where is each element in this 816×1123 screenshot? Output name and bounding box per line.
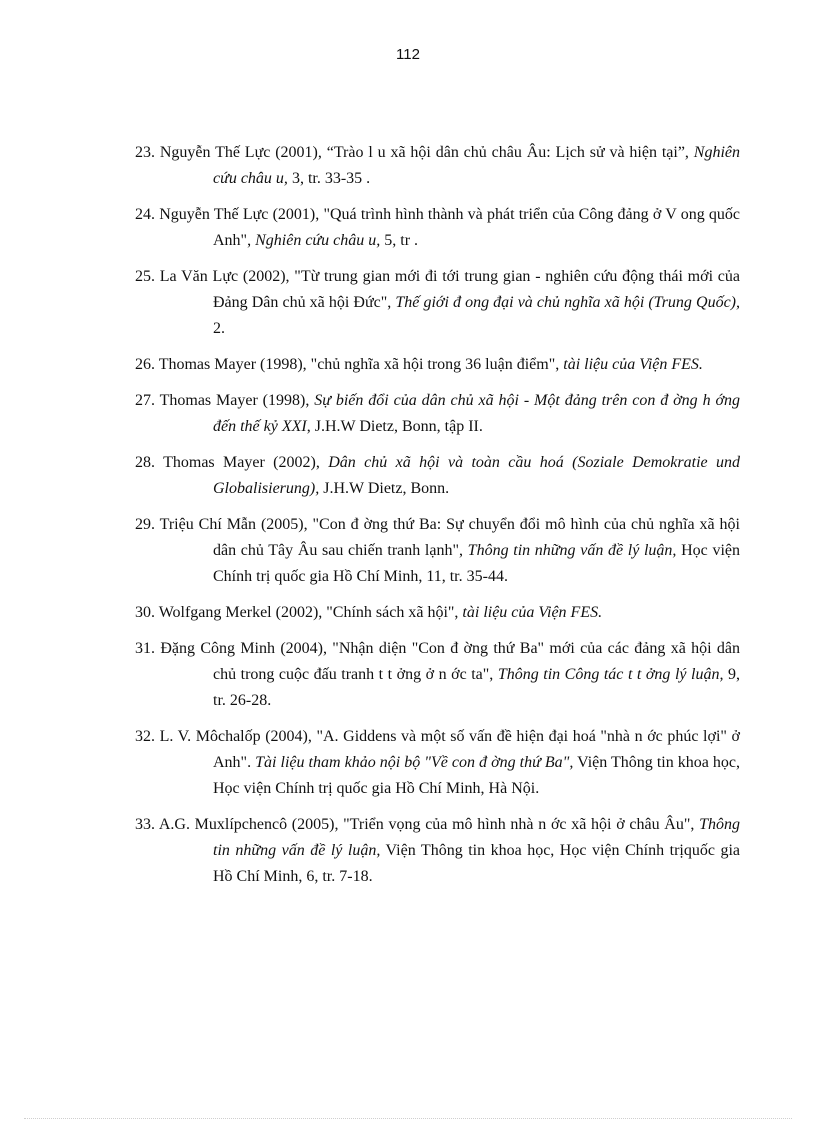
reference-source-title: Thông tin Công tác t t ởng lý luận, — [497, 666, 724, 683]
reference-item — [135, 636, 740, 714]
reference-source-title: Dân chủ xã hội và toàn cầu hoá (Soziale Demokratie und Globalisierung), — [213, 454, 740, 497]
reference-source-title: Thế giới đ ong đại và chủ nghĩa xã hội (Trung Quốc), — [395, 294, 741, 311]
reference-source-title: Thông tin những vấn đề lý luận, — [213, 816, 740, 859]
reference-item — [135, 140, 740, 192]
reference-authors-info: 33. A.G. Muxlípchencô (2005), "Triển vọng của mô hình nhà n ớc xã hội ở châu Âu", — [135, 816, 700, 833]
reference-item — [135, 512, 740, 590]
reference-source-title: Tài liệu tham khảo nội bộ "Về con đ ờng thứ Ba", — [255, 754, 574, 771]
reference-details: Viện Thông tin khoa học, Học viện Chính trị quốc gia Hồ Chí Minh, Hà Nội. — [213, 754, 741, 797]
reference-source-title: tài liệu của Viện FES. — [563, 356, 703, 373]
reference-details: 2. — [213, 320, 225, 337]
reference-details: 3, tr. 33-35 . — [287, 170, 371, 187]
reference-details: 9, tr. 26-28. — [213, 666, 740, 709]
reference-details: 5, tr . — [380, 232, 419, 249]
reference-details: J.H.W Dietz, Bonn. — [319, 480, 450, 497]
reference-details: Viện Thông tin khoa học, Học viện Chính trịquốc gia Hồ Chí Minh, 6, tr. 7-18. — [213, 842, 741, 885]
reference-authors-info: 27. Thomas Mayer (1998), — [135, 392, 315, 409]
reference-authors-info: 23. Nguyễn Thế Lực (2001), “Trào l u xã hội dân chủ châu Âu: Lịch sử và hiện tại”, — [135, 144, 694, 161]
reference-authors-info: 25. La Văn Lực (2002), "Từ trung gian mới đi tới trung gian - nghiên cứu động thái mới của Đảng Dân chủ xã hội Đức", — [135, 268, 740, 311]
reference-item — [135, 202, 740, 254]
reference-item — [135, 264, 740, 342]
reference-item — [135, 388, 740, 440]
reference-item — [135, 600, 740, 626]
page-number: 112 — [396, 46, 420, 63]
page-bottom-divider — [24, 1118, 792, 1119]
reference-item — [135, 724, 740, 802]
reference-item — [135, 450, 740, 502]
reference-authors-info: 28. Thomas Mayer (2002), — [135, 454, 329, 471]
reference-source-title: Sự biến đổi của dân chủ xã hội - Một đảng trên con đ ờng h ớng đến thế kỷ XXI — [213, 392, 740, 435]
reference-authors-info: 29. Triệu Chí Mẫn (2005), "Con đ ờng thứ Ba: Sự chuyển đổi mô hình của chủ nghĩa xã hội dân chủ Tây Âu sau chiến tranh lạnh", — [135, 516, 740, 559]
reference-item — [135, 812, 740, 890]
reference-source-title: Nghiên cứu châu u, — [255, 232, 381, 249]
reference-source-title: tài liệu của Viện FES. — [462, 604, 603, 621]
reference-authors-info: 30. Wolfgang Merkel (2002), "Chính sách xã hội", — [135, 604, 463, 621]
reference-authors-info: 24. Nguyễn Thế Lực (2001), "Quá trình hình thành và phát triển của Công đảng ở V ong quốc Anh", — [135, 206, 740, 249]
reference-authors-info: 26. Thomas Mayer (1998), "chủ nghĩa xã hội trong 36 luận điểm", — [135, 356, 564, 373]
reference-authors-info: 32. L. V. Môchalốp (2004), "A. Giddens và một số vấn đề hiện đại hoá "nhà n ớc phúc lợi" ở Anh". — [135, 728, 740, 771]
reference-item — [135, 352, 740, 378]
reference-authors-info: 31. Đặng Công Minh (2004), "Nhận diện "Con đ ờng thứ Ba" mới của các đảng xã hội dân chủ trong cuộc đấu tranh t t ởng ở n ớc ta", — [135, 640, 740, 683]
reference-list — [135, 140, 740, 900]
reference-details: , J.H.W Dietz, Bonn, tập II. — [306, 418, 483, 435]
reference-details: Học viện Chính trị quốc gia Hồ Chí Minh, 11, tr. 35-44. — [213, 542, 740, 585]
reference-source-title: Nghiên cứu châu u, — [213, 144, 740, 187]
reference-source-title: Thông tin những vấn đề lý luận, — [467, 542, 677, 559]
